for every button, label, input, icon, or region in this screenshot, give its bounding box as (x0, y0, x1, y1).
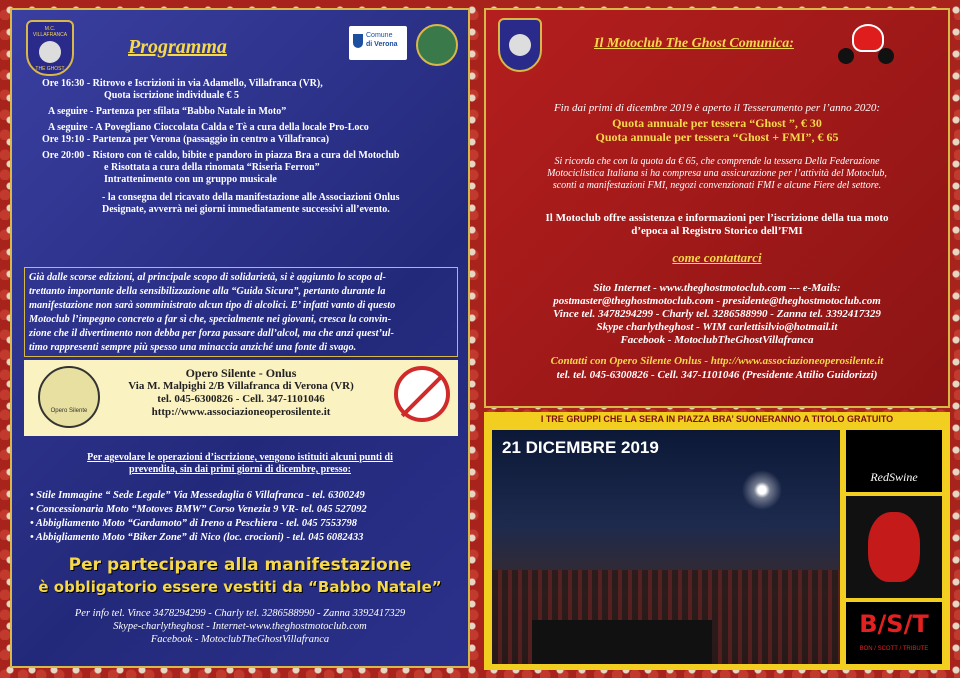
opero-logo-text: Opero Silente (50, 408, 88, 414)
solidarity-box (24, 267, 458, 357)
contact-line: Skype charlytheghost - WIM carlettisilvio@hotmail.it (596, 321, 838, 333)
fmi-line: Si ricorda che con la quota da € 65, che comprende la tessera Della Federazione (554, 156, 880, 167)
program-time: A seguire (48, 122, 91, 133)
communication-title: Il Motoclub The Ghost Comunica: (594, 36, 794, 51)
solidarity-line: zione che il divertimento non debba per forza passare dall’alcol, ma che anzi quest’ul- (29, 328, 394, 339)
solidarity-text (29, 271, 453, 355)
ghost-icon (509, 34, 531, 56)
opero-contact-2: tel. tel. 045-6300826 - Cell. 347-1101046 (Presidente Attilio Guidorizzi) (556, 369, 878, 381)
program-item (104, 174, 277, 185)
shield-icon (353, 34, 363, 48)
big-line-2: è obbligatorio essere vestiti da “Babbo Natale” (38, 578, 442, 596)
stage-shape (532, 620, 712, 664)
solidarity-line: timo rappresenti sempre più spesso una minaccia anziché una fonte di svago. (29, 342, 357, 353)
concert-banner: I TRE GRUPPI CHE LA SERA IN PIAZZA BRA’ SUONERANNO A TITOLO GRATUITO (540, 414, 894, 424)
redswine-logo (846, 430, 942, 492)
point-item: • Stile Immagine “ Sede Legale” Via Messedaglia 6 Villafranca - tel. 6300249 (30, 490, 365, 501)
info-line: Skype-charlytheghost - Internet-www.theghostmotoclub.com (113, 621, 367, 632)
program-item (48, 122, 369, 133)
tess-line2: Quota annuale per tessera “Ghost ”, € 30 (612, 116, 822, 130)
big-line-1: Per partecipare alla manifestazione (68, 555, 412, 575)
program-item (104, 90, 239, 101)
program-time: A seguire (48, 106, 91, 117)
onlus-box (24, 360, 458, 436)
iscrizioni-line: Per agevolare le operazioni d’iscrizione, vengono istituiti alcuni punti di (87, 452, 393, 463)
fmi-line: sconti a manifestazioni FMI, negozi convenzionati FMI e alcune Fiere del settore. (552, 180, 882, 191)
comune-verona-logo (349, 26, 407, 60)
wheel-shape (878, 48, 894, 64)
point-item: • Abbigliamento Moto “Gardamoto” di Ireno a Peschiera - tel. 045 7553798 (30, 518, 358, 529)
contact-line: postmaster@theghostmotoclub.com - presidente@theghostmotoclub.com (553, 295, 881, 307)
iscrizioni-line: prevendita, sin dai primi giorni di dicembre, presso: (129, 464, 351, 475)
no-alcohol-icon (394, 366, 450, 422)
badge-bottom-text: THE GHOST (35, 66, 65, 72)
concert-panel (484, 412, 950, 670)
point-item: • Abbigliamento Moto “Biker Zone” di Nico (loc. crocioni) - tel. 045 6082433 (30, 532, 364, 543)
badge-top-text: M.C. VILLAFRANCA (32, 26, 68, 38)
program-panel (10, 8, 470, 668)
bst-text: B/S/T (859, 610, 929, 638)
star-light-icon (742, 470, 782, 510)
protezione-logo (416, 24, 458, 66)
assist-line: Il Motoclub offre assistenza e informazioni per l’iscrizione della tua moto (545, 212, 889, 224)
motoclub-badge (26, 20, 74, 76)
onlus-name: Opero Silente - Onlus (185, 366, 297, 380)
date-label: 21 DICEMBRE 2019 (502, 438, 659, 457)
info-line: Facebook - MotoclubTheGhostVillafranca (150, 634, 330, 645)
strike-line (401, 375, 443, 417)
program-item (104, 162, 320, 173)
program-text: - Ristoro con tè caldo, bibite e pandoro in piazza Bra a cura del Motoclub (86, 150, 400, 161)
program-time: Ore 16:30 (42, 78, 87, 89)
program-text: Intrattenimento con un gruppo musicale (104, 174, 277, 185)
concert-photo (492, 430, 840, 664)
solidarity-line: trettanto importante della sensibilizzazione alla “Guida Sicura”, pertanto durante la (29, 286, 386, 297)
contact-line: Facebook - MotoclubTheGhostVillafranca (620, 334, 814, 346)
hand-icon (868, 512, 920, 582)
program-text: Quota iscrizione individuale € 5 (104, 90, 240, 101)
program-text: Designate, avverrà nei giorni immediatamente successivi all’evento. (102, 204, 390, 215)
program-text: - Partenza per sfilata “Babbo Natale in Moto” (90, 106, 287, 117)
program-text: - la consegna del ricavato della manifestazione alle Associazioni Onlus (102, 192, 400, 203)
onlus-url[interactable]: http://www.associazioneoperosilente.it (151, 406, 331, 418)
bst-logo (846, 602, 942, 664)
program-item (102, 204, 390, 215)
comune-line1: Comune (366, 32, 393, 39)
point-item: • Concessionaria Moto “Motoves BMW” Corso Venezia 9 VR- tel. 045 527092 (30, 504, 367, 515)
program-title: Programma (128, 36, 227, 58)
fmi-line: Motociclistica Italiana si ha compresa una assicurazione per l’attività del Motoclub, (547, 168, 887, 179)
hand-band-logo (846, 496, 942, 598)
program-item (42, 150, 400, 161)
bst-subtext: BON / SCOTT / TRIBUTE (859, 646, 929, 652)
program-time: Ore 20:00 (42, 150, 87, 161)
wheel-shape (838, 48, 854, 64)
assist-line: d’epoca al Registro Storico dell’FMI (631, 225, 803, 237)
solidarity-line: Già dalle scorse edizioni, al principale scopo di solidarietà, si è aggiunto lo scopo al- (29, 272, 386, 283)
info-line: Per info tel. Vince 3478294299 - Charly tel. 3286588990 - Zanna 3392417329 (74, 608, 406, 619)
opero-contact-1[interactable]: Contatti con Opero Silente Onlus - http://www.associazioneoperosilente.it (550, 355, 884, 367)
program-item (42, 78, 323, 89)
santa-moto-icon (834, 24, 898, 66)
motoclub-badge-right (498, 18, 542, 72)
tess-line3: Quota annuale per tessera “Ghost + FMI”, € 65 (595, 130, 839, 144)
redswine-text: RedSwine (870, 470, 918, 484)
onlus-address: Via M. Malpighi 2/B Villafranca di Verona (VR) (128, 380, 354, 392)
program-text: - Ritrovo e Iscrizioni in via Adamello, Villafranca (VR), (86, 78, 323, 89)
solidarity-line: manifestazione non sarà somministrato alcun tipo di alcolici. E’ infatti vanto di questo (29, 300, 396, 311)
ghost-icon (39, 41, 61, 63)
program-text: - Partenza per Verona (passaggio in centro a Villafranca) (86, 134, 330, 145)
santa-hat-shape (852, 24, 884, 52)
program-text: e Risottata a cura della rinomata “Riseria Ferron” (104, 162, 320, 173)
program-item (42, 134, 329, 145)
program-item (48, 106, 286, 117)
program-item (102, 192, 400, 203)
onlus-tel: tel. 045-6300826 - Cell. 347-1101046 (157, 393, 325, 405)
contact-title: come contattarci (672, 250, 762, 265)
comune-line2: di Verona (366, 41, 398, 48)
program-text: - A Povegliano Cioccolata Calda e Tè a cura della locale Pro-Loco (90, 122, 369, 133)
contact-line: Vince tel. 3478294299 - Charly tel. 3286588990 - Zanna tel. 3392417329 (553, 308, 881, 320)
contact-line: Sito Internet - www.theghostmotoclub.com --- e-Mails: (593, 282, 841, 294)
tess-line1: Fin dai primi di dicembre 2019 è aperto il Tesseramento per l’anno 2020: (553, 102, 881, 114)
communication-panel (484, 8, 950, 408)
solidarity-line: Motoclub l’impegno concreto a far sì che, specialmente nei giovani, cresca la convin- (29, 314, 392, 325)
program-time: Ore 19:10 (42, 134, 87, 145)
